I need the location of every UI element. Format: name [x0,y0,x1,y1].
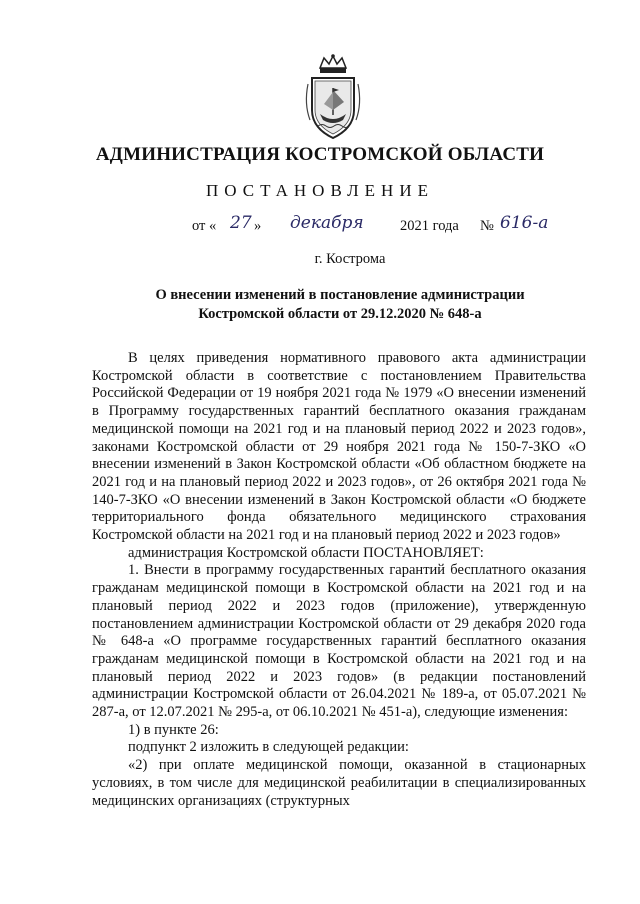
document-body [92,350,586,810]
number-sign: № [480,218,494,234]
city-name: г. Кострома [314,251,386,267]
date-year: 2021 года [400,218,459,234]
date-mid: » [254,218,262,234]
paragraph-subitem-1: 1) в пункте 26: [128,721,219,738]
paragraph-preamble: В целях приведения нормативного правового акта администрации Костромской области в соответствие с постановлением Правительства Российской Федерации от 19 ноября 2021 года № 1979 «О внесении изменений в Программу государственных гарантий бесплатного оказания гражданам медицинской помощи на 2021 год и на плановый период 2022 и 2023 годов», законами Костромской области от 29 ноября 2021 года № 150-7-ЗКО «О внесении изменений в Закон Костромской области «Об областном бюджете на 2021 год и на плановый период 2022 и 2023 годов», от 26 октября 2021 года № 140-7-ЗКО «О внесении изменений в Закон Костромской области «О бюджете территориального фонда обязательного медицинского страхования Костромской области на 2021 год и на плановый период 2022 и 2023 годов» [92,350,586,544]
subject-line-2: Костромской области от 29.12.2020 № 648-а [198,306,482,322]
paragraph-subpoint-2: подпункт 2 изложить в следующей редакции: [128,739,409,756]
date-month-handwritten: декабря [290,213,364,233]
paragraph-resolves: администрация Костромской области ПОСТАНОВЛЯЕТ: [128,544,484,561]
kostroma-coat-of-arms-icon [298,54,368,142]
paragraph-item-1: 1. Внести в программу государственных гарантий бесплатного оказания гражданам медицинской помощи в Костромской области на 2021 год и на плановый период 2022 и 2023 годов (приложение), утвержденную постановлением администрации Костромской области от 29 декабря 2020 года № 648-а «О программе государственных гарантий бесплатного оказания гражданам медицинской помощи в Костромской области на 2021 год и на плановый период 2022 и 2023 годов» (в редакции постановлений администрации Костромской области от 26.04.2021 № 189-а, от 05.07.2021 № 287-а, от 12.07.2021 № 295-а, от 06.10.2021 № 451-а), следующие изменения: [92,562,586,721]
subject-line-1: О внесении изменений в постановление администрации [155,287,525,303]
date-prefix: от « [192,218,217,234]
organization-title: АДМИНИСТРАЦИЯ КОСТРОМСКОЙ ОБЛАСТИ [95,144,545,165]
document-subject [100,286,580,324]
date-day-handwritten: 27 [230,213,252,233]
date-line [190,214,590,240]
document-type: ПОСТАНОВЛЕНИЕ [205,181,434,200]
paragraph-quoted-text: «2) при оплате медицинской помощи, оказанной в стационарных условиях, в том числе для медицинской реабилитации в специализированных медицинских организациях (структурных [92,757,586,809]
document-number-handwritten: 616-а [500,213,549,233]
